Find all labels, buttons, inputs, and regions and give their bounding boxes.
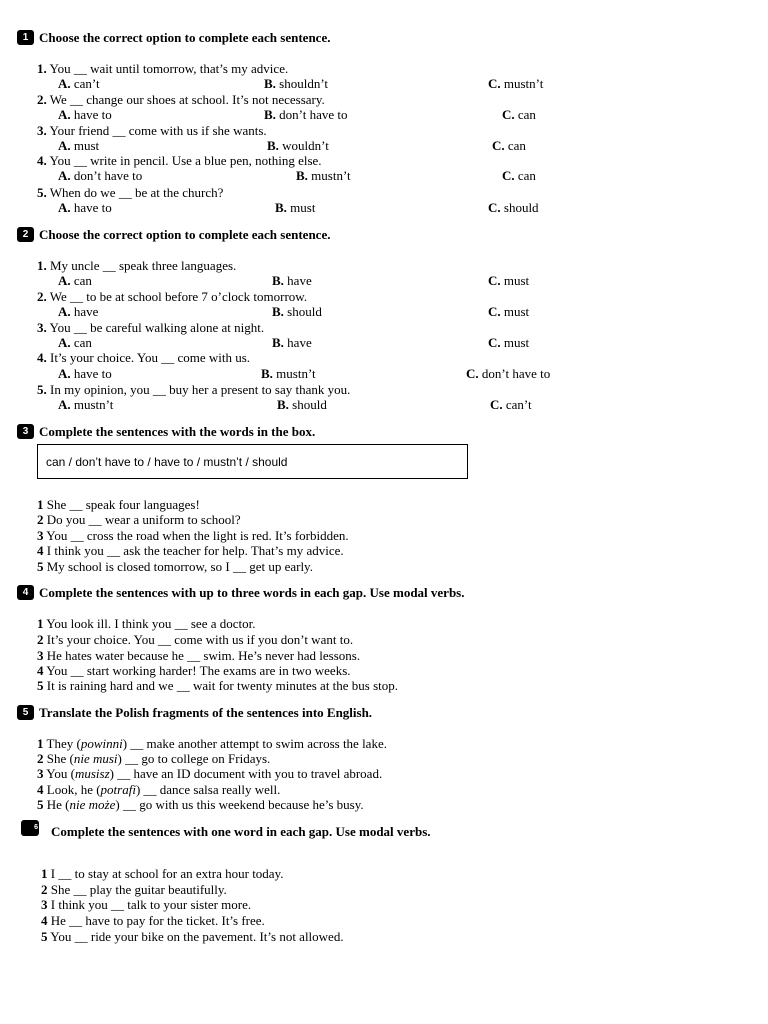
option-b: B. have — [272, 335, 312, 350]
option-a: A. have to — [58, 200, 112, 215]
question-item: 1 They (powinni) __ make another attempt to swim across the lake. — [37, 736, 387, 751]
option-c: C. should — [488, 200, 539, 215]
question-item: 5 He (nie może) __ go with us this weekend because he’s busy. — [37, 797, 364, 812]
word-box — [37, 444, 468, 479]
section-number-badge: 6 — [21, 820, 39, 836]
question-item: 5 You __ ride your bike on the pavement. It’s not allowed. — [41, 929, 344, 944]
option-a: A. don’t have to — [58, 168, 143, 183]
section-number-badge: 4 — [17, 585, 34, 600]
question-item: 2 Do you __ wear a uniform to school? — [37, 512, 241, 527]
option-b: B. mustn’t — [261, 366, 316, 381]
option-b: B. mustn’t — [296, 168, 351, 183]
option-b: B. should — [272, 304, 322, 319]
question-item: 3 He hates water because he __ swim. He’s never had lessons. — [37, 648, 361, 663]
question-item: 5 My school is closed tomorrow, so I __ get up early. — [37, 559, 313, 574]
option-c: C. can — [502, 168, 536, 183]
section-instruction: Complete the sentences with up to three words in each gap. Use modal verbs. — [39, 585, 465, 600]
option-a: A. must — [58, 138, 100, 153]
question-item: 4 I think you __ ask the teacher for help. That’s my advice. — [37, 543, 344, 558]
question-item: 1 You look ill. I think you __ see a doctor. — [37, 616, 256, 631]
option-b: B. wouldn’t — [267, 138, 329, 153]
question-item: 2 She (nie musi) __ go to college on Fridays. — [37, 751, 271, 766]
section-number-badge: 2 — [17, 227, 34, 242]
question-item: 4 You __ start working harder! The exams are in two weeks. — [37, 663, 351, 678]
question-item: 3. Your friend __ come with us if she wants. — [37, 123, 267, 138]
question-item: 1 I __ to stay at school for an extra hour today. — [41, 866, 284, 881]
option-c: C. must — [488, 273, 530, 288]
option-b: B. don’t have to — [264, 107, 348, 122]
option-b: B. must — [275, 200, 316, 215]
question-item: 3 You (musisz) __ have an ID document with you to travel abroad. — [37, 766, 383, 781]
option-b: B. shouldn’t — [264, 76, 329, 91]
option-b: B. should — [277, 397, 327, 412]
question-item: 5. When do we __ be at the church? — [37, 185, 224, 200]
section-instruction: Choose the correct option to complete each sentence. — [39, 227, 331, 242]
question-item: 1. You __ wait until tomorrow, that’s my advice. — [37, 61, 289, 76]
section-instruction: Choose the correct option to complete each sentence. — [39, 30, 331, 45]
option-a: A. have to — [58, 366, 112, 381]
question-item: 4. You __ write in pencil. Use a blue pen, nothing else. — [37, 153, 322, 168]
option-c: C. can — [492, 138, 526, 153]
polish-fragment: nie musi — [73, 751, 118, 766]
option-a: A. have — [58, 304, 99, 319]
option-c: C. can — [502, 107, 536, 122]
question-item: 4 Look, he (potrafi) __ dance salsa really well. — [37, 782, 281, 797]
option-c: C. don’t have to — [466, 366, 551, 381]
polish-fragment: musisz — [74, 766, 110, 781]
question-item: 1. My uncle __ speak three languages. — [37, 258, 237, 273]
question-item: 3 I think you __ talk to your sister more. — [41, 897, 252, 912]
question-item: 1 She __ speak four languages! — [37, 497, 200, 512]
section-number-badge: 5 — [17, 705, 34, 720]
question-item: 2 It’s your choice. You __ come with us if you don’t want to. — [37, 632, 354, 647]
option-a: A. can — [58, 273, 92, 288]
option-b: B. have — [272, 273, 312, 288]
option-a: A. can — [58, 335, 92, 350]
question-item: 5 It is raining hard and we __ wait for twenty minutes at the bus stop. — [37, 678, 399, 693]
polish-fragment: nie może — [69, 797, 116, 812]
section-number-badge: 1 — [17, 30, 34, 45]
option-a: A. mustn’t — [58, 397, 114, 412]
question-item: 3. You __ be careful walking alone at night. — [37, 320, 265, 335]
option-c: C. must — [488, 304, 530, 319]
question-item: 2. We __ to be at school before 7 o’clock tomorrow. — [37, 289, 308, 304]
question-item: 3 You __ cross the road when the light is red. It’s forbidden. — [37, 528, 349, 543]
question-item: 2. We __ change our shoes at school. It’s not necessary. — [37, 92, 325, 107]
section-instruction: Translate the Polish fragments of the sentences into English. — [39, 705, 373, 720]
word-box-text: can / don’t have to / have to / mustn’t / should — [46, 455, 288, 469]
option-c: C. must — [488, 335, 530, 350]
option-c: C. mustn’t — [488, 76, 544, 91]
polish-fragment: powinni — [80, 736, 123, 751]
section-number-badge: 3 — [17, 424, 34, 439]
option-c: C. can’t — [490, 397, 532, 412]
section-instruction: Complete the sentences with one word in each gap. Use modal verbs. — [51, 824, 431, 839]
polish-fragment: potrafi — [100, 782, 136, 797]
question-item: 4 He __ have to pay for the ticket. It’s free. — [41, 913, 265, 928]
option-a: A. have to — [58, 107, 112, 122]
section-instruction: Complete the sentences with the words in the box. — [39, 424, 316, 439]
question-item: 2 She __ play the guitar beautifully. — [41, 882, 227, 897]
option-a: A. can’t — [58, 76, 100, 91]
question-item: 4. It’s your choice. You __ come with us. — [37, 350, 251, 365]
question-item: 5. In my opinion, you __ buy her a present to say thank you. — [37, 382, 351, 397]
